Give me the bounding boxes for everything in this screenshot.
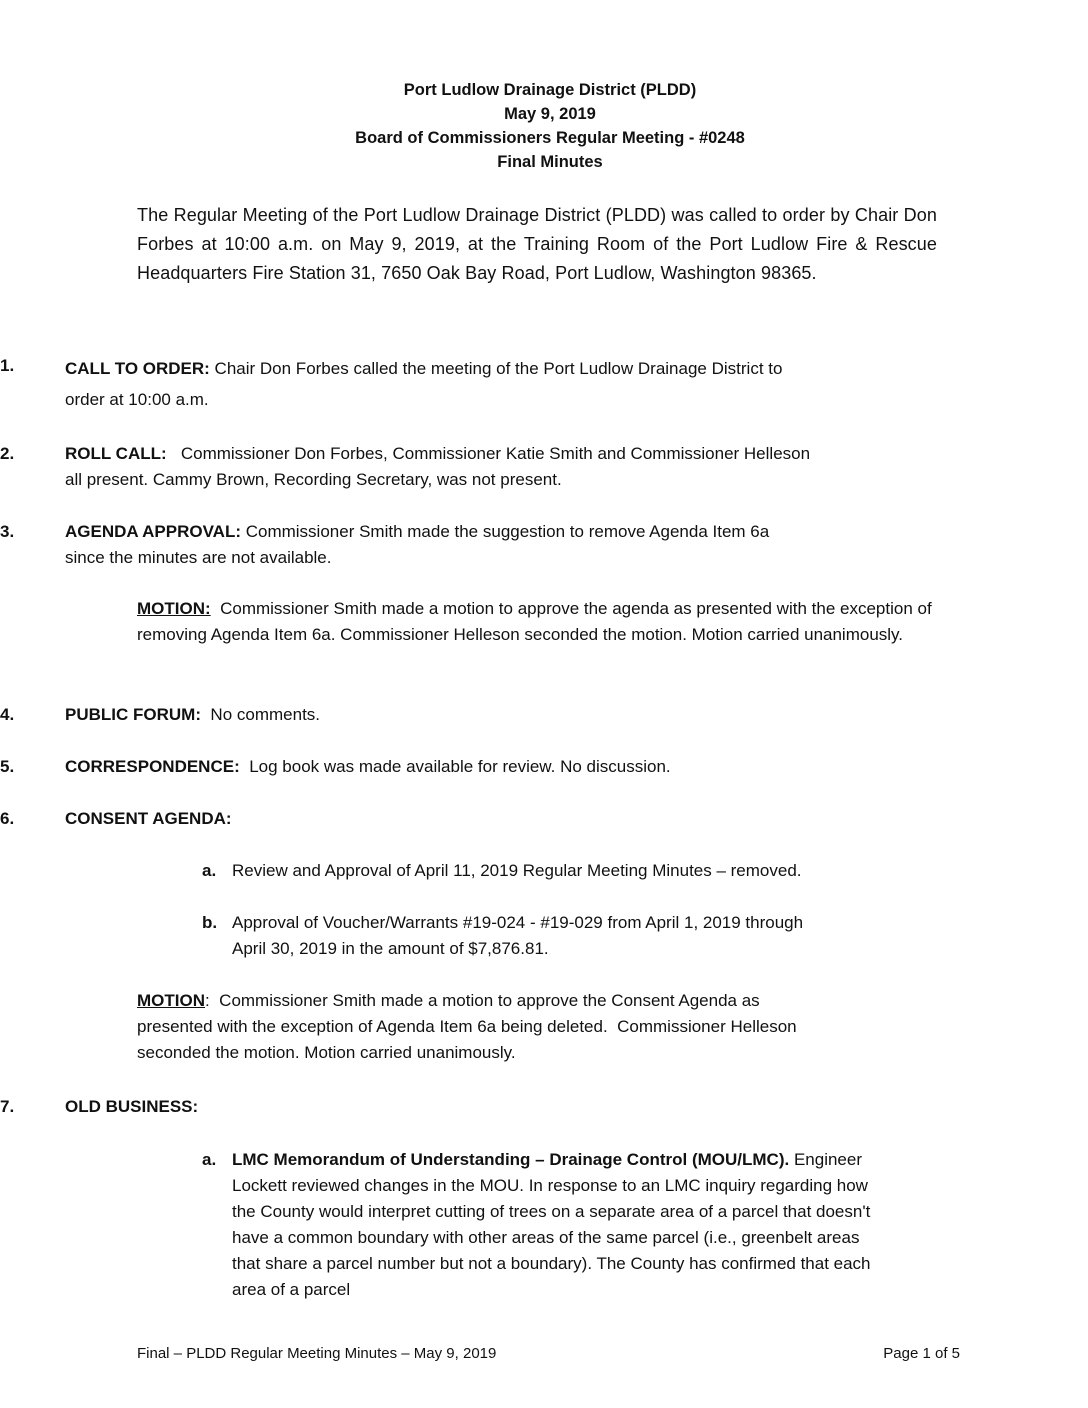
item-body bbox=[65, 519, 805, 571]
subitem-letter: a. bbox=[202, 1150, 217, 1169]
motion-label: MOTION bbox=[137, 991, 205, 1010]
item-body bbox=[65, 806, 815, 832]
item-label: CONSENT AGENDA: bbox=[65, 809, 232, 828]
item-number: 7. bbox=[0, 1097, 15, 1116]
item-label: CALL TO ORDER: bbox=[65, 359, 210, 378]
item-number: 5. bbox=[0, 757, 15, 776]
item-number: 4. bbox=[0, 705, 15, 724]
motion-consent-agenda bbox=[137, 988, 837, 1066]
subitem-body bbox=[232, 1147, 892, 1303]
footer-left: Final – PLDD Regular Meeting Minutes – May 9, 2019 bbox=[137, 1345, 497, 1362]
item-label: AGENDA APPROVAL: bbox=[65, 522, 241, 541]
document-header bbox=[0, 78, 1088, 174]
meeting-date: May 9, 2019 bbox=[504, 105, 596, 123]
item-number: 2. bbox=[0, 444, 15, 463]
item-body bbox=[65, 353, 815, 415]
subitem-text: Approval of Voucher/Warrants #19-024 - #19-029 from April 1, 2019 through April 30, 2019 in the amount of $7,876.81. bbox=[232, 913, 804, 958]
item-label: ROLL CALL: bbox=[65, 444, 167, 463]
item-label: PUBLIC FORUM: bbox=[65, 705, 201, 724]
district-title: Port Ludlow Drainage District (PLDD) bbox=[403, 81, 697, 99]
minutes-status: Final Minutes bbox=[497, 153, 603, 171]
item-body bbox=[65, 702, 815, 728]
intro-paragraph: The Regular Meeting of the Port Ludlow Drainage District (PLDD) was called to order by Chair Don Forbes at 10:00 a.m. on May 9, 2019, at the Training Room of the Port Ludlow Fire & Rescue Headquarters Fire Station 31, 7650 Oak Bay Road, Port Ludlow, Washington 98365. bbox=[137, 205, 937, 283]
item-number: 6. bbox=[0, 809, 15, 828]
item-text: Log book was made available for review. No discussion. bbox=[239, 757, 671, 776]
subitem-letter: b. bbox=[202, 913, 218, 932]
item-label: CORRESPONDENCE: bbox=[65, 757, 240, 776]
item-body bbox=[65, 754, 815, 780]
item-text: Chair Don Forbes called the meeting of the Port Ludlow Drainage District to order at 10:00 a.m. bbox=[65, 359, 783, 409]
item-label: OLD BUSINESS: bbox=[65, 1097, 199, 1116]
item-body bbox=[65, 1094, 815, 1120]
motion-agenda bbox=[137, 596, 957, 648]
motion-text: : Commissioner Smith made a motion to approve the Consent Agenda as presented with the exception of Agenda Item 6a being deleted. Commissioner Helleson seconded the motion. Motion carried unanimously. bbox=[137, 991, 802, 1062]
subitem-text: Review and Approval of April 11, 2019 Regular Meeting Minutes – removed. bbox=[232, 861, 802, 880]
subitem-title: LMC Memorandum of Understanding – Drainage Control (MOU/LMC). bbox=[232, 1150, 790, 1169]
item-text: Commissioner Don Forbes, Commissioner Katie Smith and Commissioner Helleson all present. Cammy Brown, Recording Secretary, was not present. bbox=[65, 444, 815, 489]
subitem-text: Engineer Lockett reviewed changes in the MOU. In response to an LMC inquiry regarding how the County would interpret cutting of trees on a separate area of a parcel that doesn't have a common boundary with other areas of the same parcel (i.e., greenbelt areas that share a parcel number but not a boundary). The County has confirmed that each area of a parcel bbox=[232, 1150, 871, 1299]
motion-text: Commissioner Smith made a motion to approve the agenda as presented with the exception of removing Agenda Item 6a. Commissioner Helleson seconded the motion. Motion carried unanimously. bbox=[137, 599, 937, 644]
item-text: Commissioner Smith made the suggestion to remove Agenda Item 6a since the minutes are not available. bbox=[65, 522, 770, 567]
item-number: 1. bbox=[0, 356, 15, 375]
item-number: 3. bbox=[0, 522, 15, 541]
item-text: No comments. bbox=[200, 705, 321, 724]
motion-label: MOTION: bbox=[137, 599, 211, 618]
page-number: Page 1 of 5 bbox=[883, 1345, 960, 1362]
meeting-title: Board of Commissioners Regular Meeting - #0248 bbox=[355, 129, 745, 147]
item-body bbox=[65, 441, 825, 493]
subitem-letter: a. bbox=[202, 861, 217, 880]
